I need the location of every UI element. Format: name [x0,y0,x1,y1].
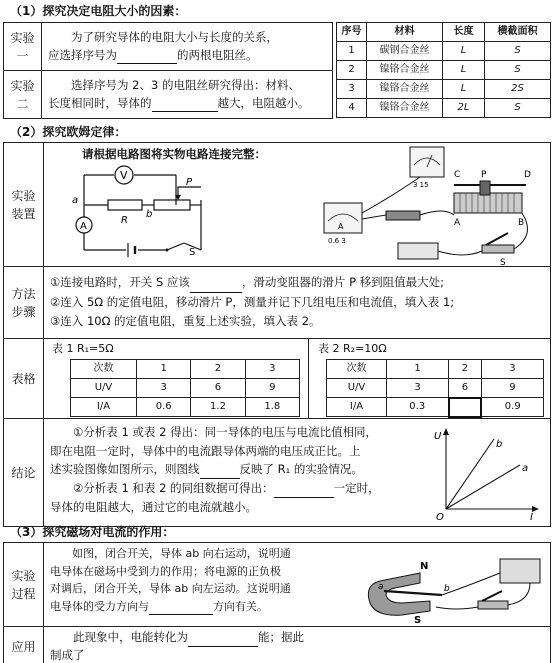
node-b-label: b [146,209,153,220]
apparatus-content [44,143,551,267]
table-2 [326,359,544,418]
table-row: 4 镍铬合金丝 2L S [337,99,551,118]
application-content: 此现象中，电能转化为 能；据此 制成了 [44,627,551,663]
table-row: I/A 0.3 0.9 [327,398,544,417]
exp2-label: 实验 二 [4,71,42,119]
terminal-b-label: B [518,218,525,228]
process-text: 如图，闭合开关，导体 ab 向右运动，说明通 电导体在磁场中受到力的作用；将电源的正负极 对调后，闭合开关，导体 ab 向左运动。这说明通 电导体的受力方向与 方向有关。 [50,545,360,615]
wire-header: 材料 [367,23,443,42]
apparatus-instruction: 请根据电路图将实物电路连接完整： [82,147,266,161]
x-axis-arrow [532,506,539,512]
terminal-c-label: C [454,170,461,180]
exp1-content: 为了研究导体的电阻大小与长度的关系， 应选择序号为 的两根电阻丝。 [42,23,333,71]
section-1-title: （1）探究决定电阻大小的因素： [10,4,187,18]
process-label: 实验 过程 [4,543,44,627]
section-2-title: （2）探究欧姆定律： [10,125,127,139]
conclusion-label: 结论 [4,419,44,527]
rheostat-coil [454,193,522,213]
node-a-label: a [72,195,79,206]
table-row: 次数 1 2 3 [71,360,300,379]
rod-a-label: a [378,582,384,592]
tables-content [44,339,551,419]
wire-header: 横截面积 [485,23,551,42]
wire-table [336,22,551,118]
graph-origin-label: O [436,512,444,521]
terminal-d-label: D [524,170,531,180]
power-supply [500,559,540,583]
table-row: U/V 3 6 9 [327,379,544,398]
switch-device-label: S [500,258,506,265]
table-row: I/A 0.6 1.2 1.8 [71,398,300,417]
answer-blank[interactable] [149,614,213,615]
voltmeter-scale: 3 15 [413,181,429,189]
rheostat-slider [480,181,490,195]
table-row: 1 碳钢合金丝 L S [337,42,551,61]
method-content: ①连接电路时，开关 S 应该 ，滑动变阻器的滑片 P 移到阻值最大处; ②连入 5Ω 的定值电阻，移动滑片 P，测量并记下几组电压和电流值，填入表 1; ③连入 10Ω 的定值电阻，重复上述实验，填入表 2。 [44,267,551,339]
physical-rig-drawing [304,145,544,265]
north-pole-label: N [420,561,429,572]
graph-i-label: I [530,512,533,521]
terminal-p-label: P [481,170,487,180]
battery-device [398,243,438,259]
line-a-label: a [522,463,529,474]
table-row: 2 镍铬合金丝 L S [337,61,551,80]
switch-lever [167,243,184,250]
table-2-caption: 表 2 R₂=10Ω [318,342,387,355]
knife-switch [478,601,508,609]
answer-blank[interactable] [117,63,177,64]
answer-blank[interactable] [152,111,218,112]
section-1-table [3,22,333,119]
table-row: 3 镍铬合金丝 L 2S [337,80,551,99]
ammeter-device-label: A [338,222,344,231]
magnet-experiment-drawing [360,545,550,625]
rod-b-label: b [444,584,450,594]
exp2-content: 选择序号为 2、3 的电阻丝研究得出：材料、 长度相同时，导体的 越大，电阻越小。 [42,71,333,119]
section-3-table [3,542,551,663]
answer-cell[interactable] [449,398,482,417]
conclusion-text: ①分析表 1 或表 2 得出：同一导体的电压与电流比值相同， 即在电阻一定时，导体中的电流跟导体两端的电压成正比。上 述实验图像如图所示，则图线 反映了 R₁ 的实验情况。 ②分析表 1 和表 2 的同组数据可得出： 一定时， 导体的电阻越大，通过它的电流就越小。 [50,425,380,514]
circuit-diagram [66,165,216,265]
wire-header: 序号 [337,23,367,42]
graph-u-label: U [434,431,442,442]
process-content [44,543,551,627]
ammeter-label: A [80,221,87,232]
table-1 [70,359,300,417]
tables-label: 表格 [4,339,44,419]
y-axis-arrow [443,428,449,435]
south-pole-label: S [414,615,422,625]
wire-header: 长度 [443,23,485,42]
fixed-resistor [386,211,420,220]
ui-graph [432,425,542,521]
voltmeter-device [410,147,444,177]
table-row: U/V 3 6 9 [71,379,300,398]
conductor-rod [384,591,442,595]
slider-label: P [186,177,193,188]
answer-blank[interactable] [188,646,258,647]
line-b-label: b [496,439,503,450]
method-label: 方法 步骤 [4,267,44,339]
exp1-label: 实验 一 [4,23,42,71]
section-3-title: （3）探究磁场对电流的作用： [10,525,175,539]
tables-divider [308,339,309,419]
table-1-caption: 表 1 R₁=5Ω [52,342,114,355]
application-label: 应用 [4,627,44,663]
table-row: 次数 1 2 3 [327,360,544,379]
voltmeter-label: V [120,169,128,182]
conclusion-content [44,419,551,527]
switch-label: S [189,247,196,258]
apparatus-label: 实验 装置 [4,143,44,267]
ammeter-scale: 0.6 3 [328,237,346,245]
answer-blank[interactable] [274,497,334,498]
resistor-label: R [121,215,128,226]
terminal-a-label: A [454,218,461,228]
knife-switch [482,245,514,253]
section-2-table [3,142,551,527]
